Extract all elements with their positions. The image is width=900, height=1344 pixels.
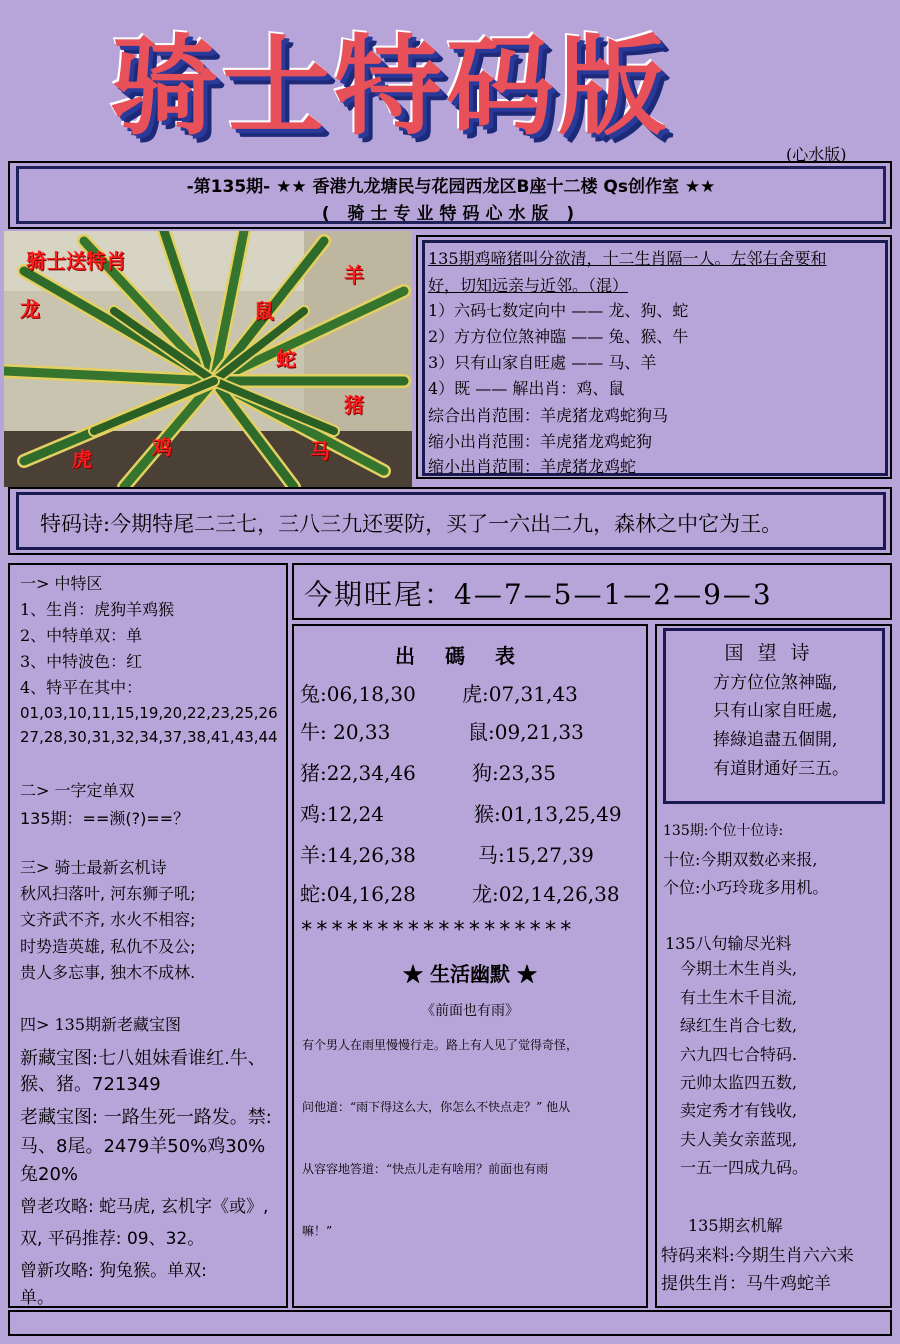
section-1-item: 2、中特单双：单 <box>20 626 143 645</box>
header-subtitle: ( 骑士专业特码心水版 ) <box>321 204 581 224</box>
star-divider: ****************** <box>300 918 575 943</box>
eight-lines-line: 六九四七合特码. <box>680 1045 798 1064</box>
zodiac-clue-line: 2）方方位位煞神臨 —— 兔、猴、牛 <box>428 327 689 346</box>
photo-label-horse: 马 <box>310 439 330 463</box>
strategy-line: 曾新攻略: 狗兔猴。单双: <box>20 1261 207 1281</box>
xuanji-line: 特码来料:今期生肖六六来 <box>661 1246 854 1266</box>
photo-label-main: 骑士送特肖 <box>26 249 126 273</box>
code-table-cell: 鼠:09,21,33 <box>468 720 584 744</box>
code-table-cell: 猴:01,13,25,49 <box>474 802 622 826</box>
xuanji-title: 135期玄机解 <box>688 1216 783 1235</box>
eight-lines-line: 元帅太监四五数, <box>680 1073 798 1092</box>
xuanji-line: 提供生肖：马牛鸡蛇羊 <box>661 1274 831 1294</box>
section-1-item: 4、特平在其中： <box>20 678 143 697</box>
header-address: -第135期- ★★ 香港九龙塘民与花园西龙区B座十二楼 Qs创作室 ★★ <box>186 177 716 197</box>
code-table-cell: 兔:06,18,30 <box>300 682 416 706</box>
section-4-title: 四> 135期新老藏宝图 <box>20 1015 182 1034</box>
poem-line: 文齐武不齐, 水火不相容; <box>20 910 196 929</box>
eight-lines-title: 135八句输尽光料 <box>665 934 792 953</box>
story-line: 问他道：“雨下得这么大，你怎么不快点走？” 他从 <box>302 1100 571 1114</box>
strategy-line: 单。 <box>20 1288 54 1308</box>
treasure-map-line: 老藏宝图: 一路生死一路发。禁: <box>20 1107 272 1128</box>
eight-lines-line: 有土生木千目流, <box>680 988 798 1007</box>
treasure-map-line: 兔20% <box>20 1164 79 1185</box>
strategy-line: 双, 平码推荐: 09、32。 <box>20 1229 205 1249</box>
story-line: 有个男人在雨里慢慢行走。路上有人见了觉得奇怪， <box>302 1038 579 1052</box>
section-2-text: 135期：==濒(?)==？ <box>20 809 190 828</box>
eight-lines-line: 一五一四成九码。 <box>680 1158 809 1177</box>
poem-line: 贵人多忘事, 独木不成林. <box>20 963 196 982</box>
photo-label-goat: 羊 <box>344 263 364 287</box>
code-table-cell: 蛇:04,16,28 <box>300 882 416 906</box>
photo-label-pig: 猪 <box>344 393 364 417</box>
section-2-title: 二> 一字定单双 <box>20 781 135 800</box>
eight-lines-line: 夫人美女亲蓝现, <box>680 1130 798 1149</box>
digit-poem-title: 135期:个位十位诗: <box>663 823 784 839</box>
digit-poem-line: 个位:小巧玲珑多用机。 <box>663 878 829 897</box>
eight-lines-line: 卖定秀才有钱收, <box>680 1101 798 1120</box>
strategy-line: 曾老攻略: 蛇马虎, 玄机字《或》, <box>20 1197 269 1217</box>
guowang-poem-title: 国望诗 <box>724 642 824 664</box>
zodiac-clue-line: 4）既 —— 解出肖：鸡、鼠 <box>428 379 625 398</box>
digit-poem-line: 十位:今期双数必来报, <box>663 850 818 869</box>
poem-line: 秋风扫落叶, 河东狮子吼; <box>20 884 196 903</box>
plant-photo <box>4 231 412 487</box>
code-table-cell: 猪:22,34,46 <box>300 761 416 785</box>
photo-label-tiger: 虎 <box>72 447 92 471</box>
photo-label-rooster: 鸡 <box>152 435 172 459</box>
code-table-cell: 狗:23,35 <box>472 761 556 785</box>
section-1-item: 3、中特波色：红 <box>20 652 143 671</box>
zodiac-clue-line: 1）六码七数定向中 —— 龙、狗、蛇 <box>428 301 689 320</box>
story-line: 嘛！” <box>302 1224 333 1238</box>
guowang-poem-line: 有道財通好三五。 <box>713 759 849 779</box>
humor-title: ★ 生活幽默 ★ <box>403 962 537 986</box>
bottom-band <box>8 1310 892 1336</box>
section-3-title: 三> 骑士最新玄机诗 <box>20 858 167 877</box>
code-table-cell: 虎:07,31,43 <box>462 682 578 706</box>
eight-lines-line: 今期土木生肖头, <box>680 959 798 978</box>
zodiac-intro-line: 135期鸡啼猪叫分欲清，十二生肖隔一人。左邻右舍要和 <box>428 249 827 268</box>
code-table-cell: 牛: 20,33 <box>300 720 391 744</box>
guowang-poem-line: 方方位位煞神臨, <box>713 673 838 693</box>
photo-label-dragon: 龙 <box>20 297 40 321</box>
code-table-title: 出碼表 <box>395 644 545 668</box>
zodiac-range-line: 缩小出肖范围：羊虎猪龙鸡蛇狗 <box>428 432 653 451</box>
lucky-tail-text: 今期旺尾：4—7—5—1—2—9—3 <box>304 578 773 611</box>
section-1-item: 1、生肖：虎狗羊鸡猴 <box>20 600 175 619</box>
poem-line: 时势造英雄, 私仇不及公; <box>20 937 196 956</box>
guowang-poem-line: 捧綠追盡五個開, <box>713 730 838 750</box>
code-table-cell: 马:15,27,39 <box>478 843 594 867</box>
treasure-map-line: 猴、猪。721349 <box>20 1074 161 1095</box>
code-table-cell: 龙:02,14,26,38 <box>472 882 620 906</box>
special-code-poem: 特码诗:今期特尾二三七，三八三九还要防，买了一六出二九，森林之中它为王。 <box>40 512 783 536</box>
treasure-map-line: 马、8尾。2479羊50%鸡30% <box>20 1136 266 1157</box>
story-line: 从容容地答道：“快点儿走有啥用？前面也有雨 <box>302 1162 549 1176</box>
numbers-row: 27,28,30,31,32,34,37,38,41,43,44 <box>20 728 278 746</box>
code-table-cell: 鸡:12,24 <box>300 802 384 826</box>
guowang-poem-line: 只有山家自旺處, <box>713 701 838 721</box>
section-1-title: 一> 中特区 <box>20 574 103 593</box>
treasure-map-line: 新藏宝图:七八姐妹看谁红.牛、 <box>20 1048 266 1069</box>
story-title: 《前面也有雨》 <box>421 1003 519 1019</box>
page-title: 骑士特码版 <box>110 25 671 150</box>
eight-lines-line: 绿红生肖合七数, <box>680 1016 798 1035</box>
zodiac-range-line: 缩小出肖范围：羊虎猪龙鸡蛇 <box>428 457 637 476</box>
photo-label-rat: 鼠 <box>254 299 274 323</box>
zodiac-range-line: 综合出肖范围：羊虎猪龙鸡蛇狗马 <box>428 406 669 425</box>
code-table-cell: 羊:14,26,38 <box>300 843 416 867</box>
edition-label: (心水版) <box>786 145 847 164</box>
zodiac-intro-line: 好，切知远亲与近邻。（混） <box>428 276 629 295</box>
numbers-row: 01,03,10,11,15,19,20,22,23,25,26 <box>20 704 278 722</box>
zodiac-clue-line: 3）只有山家自旺處 —— 马、羊 <box>428 353 657 372</box>
photo-label-snake: 蛇 <box>276 347 296 371</box>
